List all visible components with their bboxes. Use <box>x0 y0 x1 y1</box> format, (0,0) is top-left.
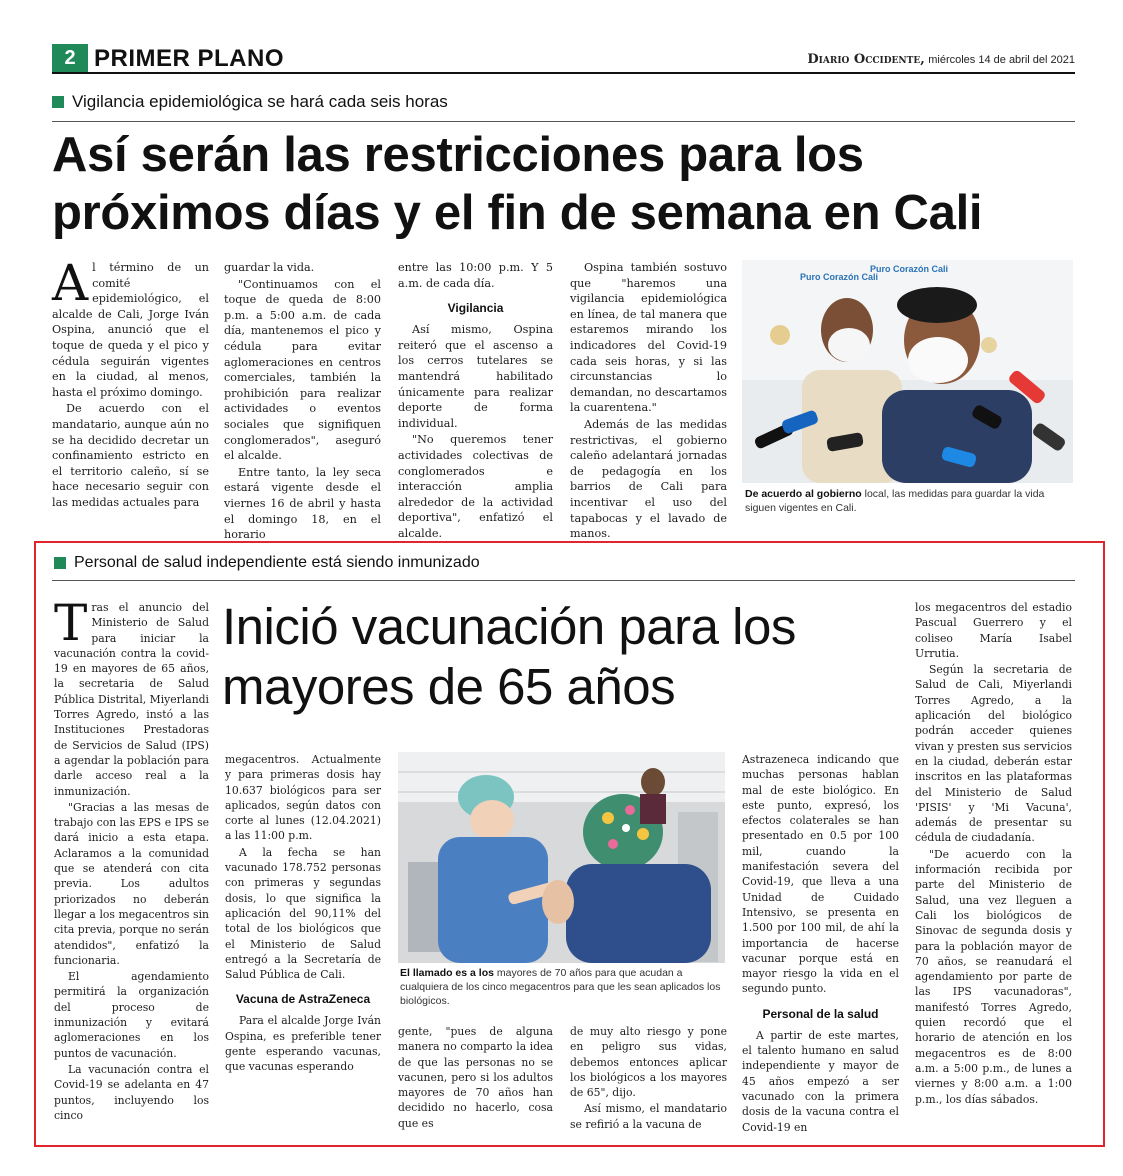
story1-subhead: Vigilancia <box>447 301 504 316</box>
story2-column-3 <box>398 1024 553 1132</box>
story1-column-4 <box>570 260 727 543</box>
story2-col3-p0: gente, "pues de alguna manera no comparto la idea de que las personas no se vacunen, pero si los adultos mayores de 70 años han decidido no hacerlo, cosa que es <box>398 1025 553 1130</box>
story2-col6-p1: Según la secretaria de Salud de Cali, Miyerlandi Torres Agredo, a la aplicación del biológico podrán acceder quienes vivan y presten sus servicios en la ciudad, deberán estar inscritos en las plataformas del Ministerio de Salud 'PISIS' y 'Mi Vacuna', además de presentar su cédula de ciudadanía. <box>915 663 1072 845</box>
story2-subhead-astrazeneca: Vacuna de AstraZeneca <box>235 992 371 1007</box>
story2-col2-p0: megacentros. Actualmente y para primeras dosis hay 10.637 biológicos para ser aplicados, según datos con corte al lunes (12.04.2021) a las 11:00 p.m. <box>225 753 381 843</box>
story1-col3-p0: entre las 10:00 p.m. Y 5 a.m. de cada día. <box>398 261 553 290</box>
story1-col4-p1: Ospina también sostuvo que "haremos una vigilancia epidemiológica en línea, de tal manera que estaremos mirando los indicadores del Covid-19 cada seis horas, y si las circunstancias lo demandan, no descartamos la cuarentena." <box>570 261 727 415</box>
divider <box>52 580 1075 581</box>
story1-col4-p2: Además de las medidas restrictivas, el gobierno caleño adelantará jornadas de pedagogía en los barrios de Cali para incentivar el uso del tapabocas y el lavado de manos. <box>570 417 727 541</box>
story1-photo <box>742 260 1073 483</box>
story1-col3-p1: Así mismo, Ospina reiteró que el ascenso a los cerros tutelares se mantendrá habilitado únicamente para realizar deporte de forma individual. <box>398 323 553 430</box>
story2-subhead-personal: Personal de la salud <box>762 1006 879 1021</box>
dropcap: A <box>52 254 89 312</box>
story2-kicker-text: Personal de salud independiente está siendo inmunizado <box>74 554 480 571</box>
vaccination-photo <box>398 752 725 963</box>
paper-name: Diario Occidente, <box>807 52 925 67</box>
story2-col4-p0: de muy alto riesgo y pone en peligro sus vidas, debemos entonces aplicar los biológicos a los mayores de 65", dijo. <box>570 1025 727 1100</box>
divider <box>52 121 1075 122</box>
story2-column-4 <box>570 1024 727 1133</box>
story2-col6-p0: los megacentros del estadio Pascual Guerrero y el coliseo María Isabel Urrutia. <box>915 601 1072 660</box>
story1-headline: Así serán las restricciones para los próximos días y el fin de semana en Cali <box>52 128 983 240</box>
story2-col5-p1: A partir de este martes, el talento humano en salud independiente y mayor de 45 años empezó a ser vacunado con la primera dosis de la vacuna contra el Covid-19 en <box>742 1028 899 1134</box>
story1-column-3 <box>398 260 553 543</box>
story2-column-5 <box>742 752 899 1136</box>
story2-caption-bold: El llamado es a los <box>400 967 494 979</box>
story2-col1-p2: "Gracias a las mesas de trabajo con las EPS e IPS se dará inicio a esta etapa. Aclaramos a la comunidad que se atenderá con cita previa. Los adultos priorizados no deberán llegar a los megacentros sin cita previa, porque no serán atendidos", enfatizó la funcionaria. <box>54 800 209 967</box>
dropcap: T <box>54 594 88 652</box>
story2-col6-p2: "De acuerdo con la información recibida por parte del Ministerio de Salud, una vez lleguen a Cali los biológicos de Sinovac de segunda dosis y para la población mayor de 70 años, se reanudará el agendamiento por parte de las IPS vacunadoras", manifestó Torres Agredo, quien recordó que el horario de atención en los megacentros es de 8:00 a.m. a 5:00 p.m., de lunes a viernes y 8:00 a.m. a 1:00 p.m., los días sábados. <box>915 847 1072 1106</box>
story1-kicker-text: Vigilancia epidemiológica se hará cada seis horas <box>72 92 448 111</box>
story2-column-6 <box>915 600 1072 1108</box>
photo-sign-1: Puro Corazón Cali <box>800 272 879 282</box>
story1-column-1 <box>52 254 209 512</box>
story2-headline: Inició vacunación para los mayores de 65 años <box>222 598 796 715</box>
section-name: PRIMER PLANO <box>94 45 285 72</box>
story2-caption-rest: mayores de 70 años para que acudan a cualquiera de los cinco megacentros para que les sean aplicados los biológicos. <box>400 967 721 1007</box>
story1-col2-p1: "Continuamos con el toque de queda de 8:00 p.m. a 5:00 a.m. de cada día, mantenemos el pico y cédula para evitar aglomeraciones en centros comerciales, también la prohibición para realizar actividades o eventos sociales que signifiquen conglomerados", aseguró el alcalde. <box>224 277 381 463</box>
story2-kicker <box>54 554 480 572</box>
story2-caption <box>400 966 727 1008</box>
kicker-square-icon <box>54 557 66 569</box>
dateline <box>807 52 1075 67</box>
story2-col4-p1: Así mismo, el mandatario se refirió a la vacuna de <box>570 1102 727 1131</box>
story1-caption-bold: De acuerdo al gobierno <box>745 488 862 500</box>
issue-date: miércoles 14 de abril del 2021 <box>928 54 1075 66</box>
press-conference-photo <box>742 260 1073 483</box>
story2-col5-p0: Astrazeneca indicando que muchas personas hablan mal de este biológico. En este punto, expresó, los efectos colaterales se han presentado en 0.5 por 100 mil, cuando la manifestación severa del Covid-19, que lleva a una Unidad de Cuidado Intensivo, se presenta en 1.500 por 100 mil, de ahí la importancia de hacerse vacunar porque está en mayor riesgo la vida en el segundo punto. <box>742 753 899 996</box>
story1-column-2 <box>224 260 381 544</box>
story1-col2-p0: guardar la vida. <box>224 261 315 274</box>
story2-col1-p1: ras el anuncio del Ministerio de Salud para iniciar la vacunación contra la covid-19 en mayores de 65 años, la secretaria de Salud Pública Distrital, Miyerlandi Torres Agredo, instó a las Instituciones Prestadoras de Servicios de Salud (IPS) a agendar la población para darle acceso real a la inmunización. <box>54 601 210 798</box>
photo-sign-2: Puro Corazón Cali <box>870 264 949 274</box>
story2-col2-p2: Para el alcalde Jorge Iván Ospina, es preferible tener gente esperando vacunas, que vacunas esperando <box>225 1014 381 1074</box>
story1-col1-p1: l término de un comité epidemiológico, el alcalde de Cali, Jorge Iván Ospina, anunció que el toque de queda y el pico y cédula seguirán vigentes en la ciudad, al menos, hasta el próximo domingo. <box>52 261 209 399</box>
story1-col3-p2: "No queremos tener actividades colectivas de conglomerados e interacción amplia alrededor de la actividad deportiva", enfatizó el alcalde. <box>398 433 553 540</box>
page-number: 2 <box>52 44 88 72</box>
story2-column-1 <box>54 594 210 1124</box>
story2-photo <box>398 752 725 963</box>
page-header <box>52 44 1075 74</box>
story2-col2-p1: A la fecha se han vacunado 178.752 personas con primeras y segundas dosis, lo que significa la aplicación del 90,11% del total de los biológicos que el Ministerio de Salud entregó a la Secretaría de Salud Pública de Cali. <box>225 845 381 982</box>
story1-col2-p2: Entre tanto, la ley seca estará vigente desde el viernes 16 de abril y hasta el domingo 18, en el horario <box>224 465 381 542</box>
story1-caption-rest: local, las medidas para guardar la vida siguen vigentes en Cali. <box>745 488 1045 514</box>
story2-col1-p3: El agendamiento permitirá la organización del proceso de inmunización y evitará aglomeraciones en los puntos de vacunación. <box>54 970 209 1060</box>
story1-caption <box>745 487 1075 515</box>
story1-kicker <box>52 92 448 112</box>
story1-col1-p2: De acuerdo con el mandatario, aunque aún no se ha decidido decretar un confinamiento estricto en el territorio caleño, sí se hace necesario seguir con las medidas actuales para <box>52 402 209 509</box>
kicker-square-icon <box>52 96 64 108</box>
story2-column-2 <box>225 752 381 1076</box>
story2-col1-p4: La vacunación contra el Covid-19 se adelanta en 47 puntos, incluyendo los cinco <box>54 1062 209 1122</box>
